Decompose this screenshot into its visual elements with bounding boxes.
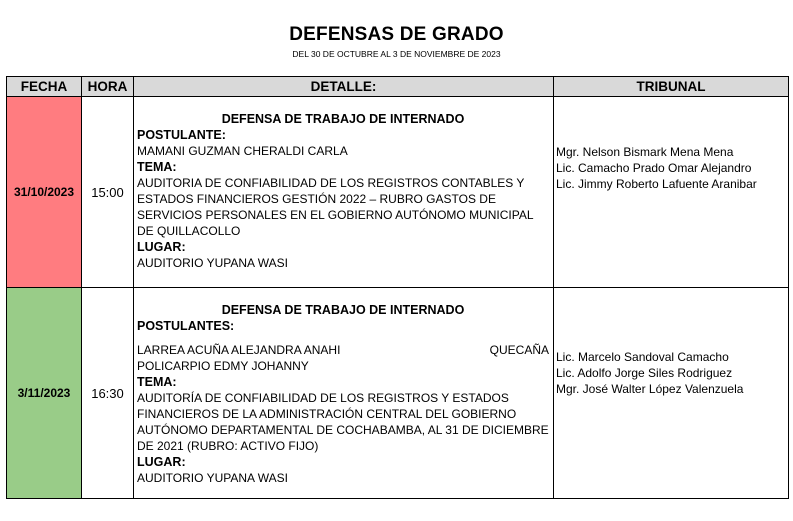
tribunal-member: Lic. Camacho Prado Omar Alejandro [556,161,752,175]
tribunal-cell [554,288,789,499]
tema-value: AUDITORIA DE CONFIABILIDAD DE LOS REGISTROS CONTABLES Y ESTADOS FINANCIEROS GESTIÓN 2022 – RUBRO GASTOS DE SERVICIOS PERSONALES EN EL GOBIERNO AUTÓNOMO MUNICIPAL DE QUILLACOLLO [137,176,534,238]
detail-title: DEFENSA DE TRABAJO DE INTERNADO [221,112,465,126]
lugar-value: AUDITORIO YUPANA WASI [137,471,288,485]
tribunal-member: Lic. Jimmy Roberto Lafuente Aranibar [556,177,757,191]
lugar-label: LUGAR: [137,240,186,254]
hora-cell: 15:00 [82,97,134,288]
postulante-value: LARREA ACUÑA ALEJANDRA ANAHI [137,343,341,357]
column-header-detalle: DETALLE: [134,77,554,97]
tema-label: TEMA: [137,375,177,389]
column-header-tribunal: TRIBUNAL [554,77,789,97]
lugar-value: AUDITORIO YUPANA WASI [137,256,288,270]
detalle-cell [134,288,554,499]
postulante-value: QUECAÑA [489,343,549,357]
postulante-label: POSTULANTE: [137,128,226,142]
tema-value: AUDITORÍA DE CONFIABILIDAD DE LOS REGISTROS Y ESTADOS FINANCIEROS DE LA ADMINISTRACIÓN CENTRAL DEL GOBIERNO AUTÓNOMO DEPARTAMENTAL DE COCHABAMBA, AL 31 DE DICIEMBRE DE 2021 (RUBRO: ACTIVO FIJO) [137,391,549,453]
tribunal-member: Lic. Marcelo Sandoval Camacho [556,350,729,364]
postulantes-label: POSTULANTES: [137,319,235,333]
table-row [7,97,789,288]
detalle-cell [134,97,554,288]
postulantes-line [137,342,549,358]
hora-cell: 16:30 [82,288,134,499]
tema-label: TEMA: [137,160,177,174]
schedule-table [6,76,789,499]
tribunal-cell [554,97,789,288]
fecha-cell: 31/10/2023 [7,97,82,288]
page-title: DEFENSAS DE GRADO [289,24,504,45]
tribunal-member: Mgr. Nelson Bismark Mena Mena [556,145,734,159]
column-header-hora: HORA [82,77,134,97]
fecha-cell: 3/11/2023 [7,288,82,499]
column-header-fecha: FECHA [7,77,82,97]
table-row [7,288,789,499]
page-subtitle: DEL 30 DE OCTUBRE AL 3 DE NOVIEMBRE DE 2023 [292,49,501,59]
lugar-label: LUGAR: [137,455,186,469]
table-header-row [7,77,789,97]
postulante-value: POLICARPIO EDMY JOHANNY [137,359,309,373]
detail-title: DEFENSA DE TRABAJO DE INTERNADO [221,303,465,317]
tribunal-member: Mgr. José Walter López Valenzuela [556,382,744,396]
tribunal-member: Lic. Adolfo Jorge Siles Rodriguez [556,366,733,380]
postulante-value: MAMANI GUZMAN CHERALDI CARLA [137,144,348,158]
